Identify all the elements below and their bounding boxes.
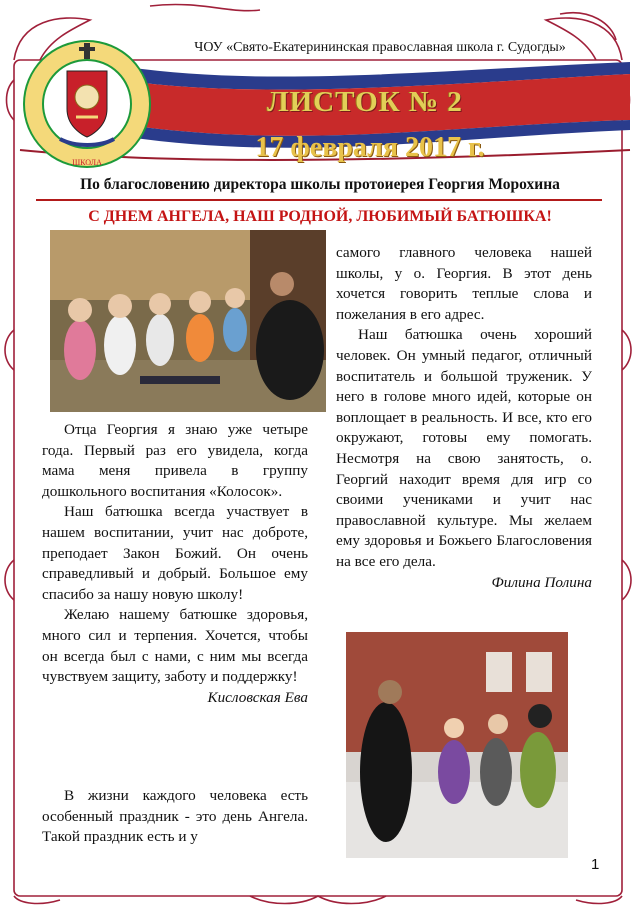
left-signature: Кисловская Ева — [207, 688, 308, 706]
photo-priest-outdoors — [346, 632, 568, 858]
left-paragraph-2: Наш батюшка всегда участвует в нашем воспитании, учит нас доброте, преподает Закон Божий. Он очень справедливый и добрый. Большое ему спасибо за нашу новую школу! — [42, 503, 308, 603]
divider — [36, 199, 602, 201]
right-paragraph-1: самого главного человека нашей школы, у о. Георгия. В этот день хочется говорить теплые слова и пожелания в его адрес. — [336, 244, 592, 323]
left-paragraph-1: Отца Георгия я знаю уже четыре года. Первый раз его увидела, когда мама меня привела в группу дошкольного воспитания «Колосок». — [42, 421, 308, 500]
headline: С ДНЕМ АНГЕЛА, НАШ РОДНОЙ, ЛЮБИМЫЙ БАТЮШКА! — [88, 208, 552, 225]
left-column-bottom — [42, 786, 308, 848]
issue-date: 17 февраля 2017 г. — [255, 132, 485, 163]
left-paragraph-4: В жизни каждого человека есть особенный праздник - это день Ангела. Такой праздник есть и у — [42, 787, 308, 846]
svg-text:ШКОЛА: ШКОЛА — [72, 158, 102, 167]
right-signature: Филина Полина — [491, 573, 592, 591]
photo-children-with-priest — [50, 230, 326, 412]
left-paragraph-3: Желаю нашему батюшке здоровья, много сил и терпения. Хочется, чтобы он всегда был с нами, с ним мы всегда чувствуем защиту, заботу и поддержку! — [42, 606, 308, 686]
left-column — [42, 420, 308, 708]
school-name: ЧОУ «Свято-Екатерининская православная школа г. Судогды» — [194, 40, 566, 55]
issue-title: ЛИСТОК № 2 — [267, 86, 463, 118]
right-paragraph-2: Наш батюшка очень хороший человек. Он умный педагог, отличный воспитатель и большой труженик. У него в голове много идей, которые он воплощает в реальность. И все, кто его окружают, готовы ему помогать. Несмотря на свою занятость, о. Георгий находит время для игр со своими учениками и учит нас православной культуре. Мы желаем ему здоровья и Божьего Благословения на все его дела. — [336, 326, 592, 570]
page-number: 1 — [591, 856, 600, 873]
school-emblem-logo — [20, 37, 154, 171]
blessing-line: По благословению директора школы протоиерея Георгия Морохина — [80, 176, 560, 193]
right-column — [336, 243, 592, 593]
